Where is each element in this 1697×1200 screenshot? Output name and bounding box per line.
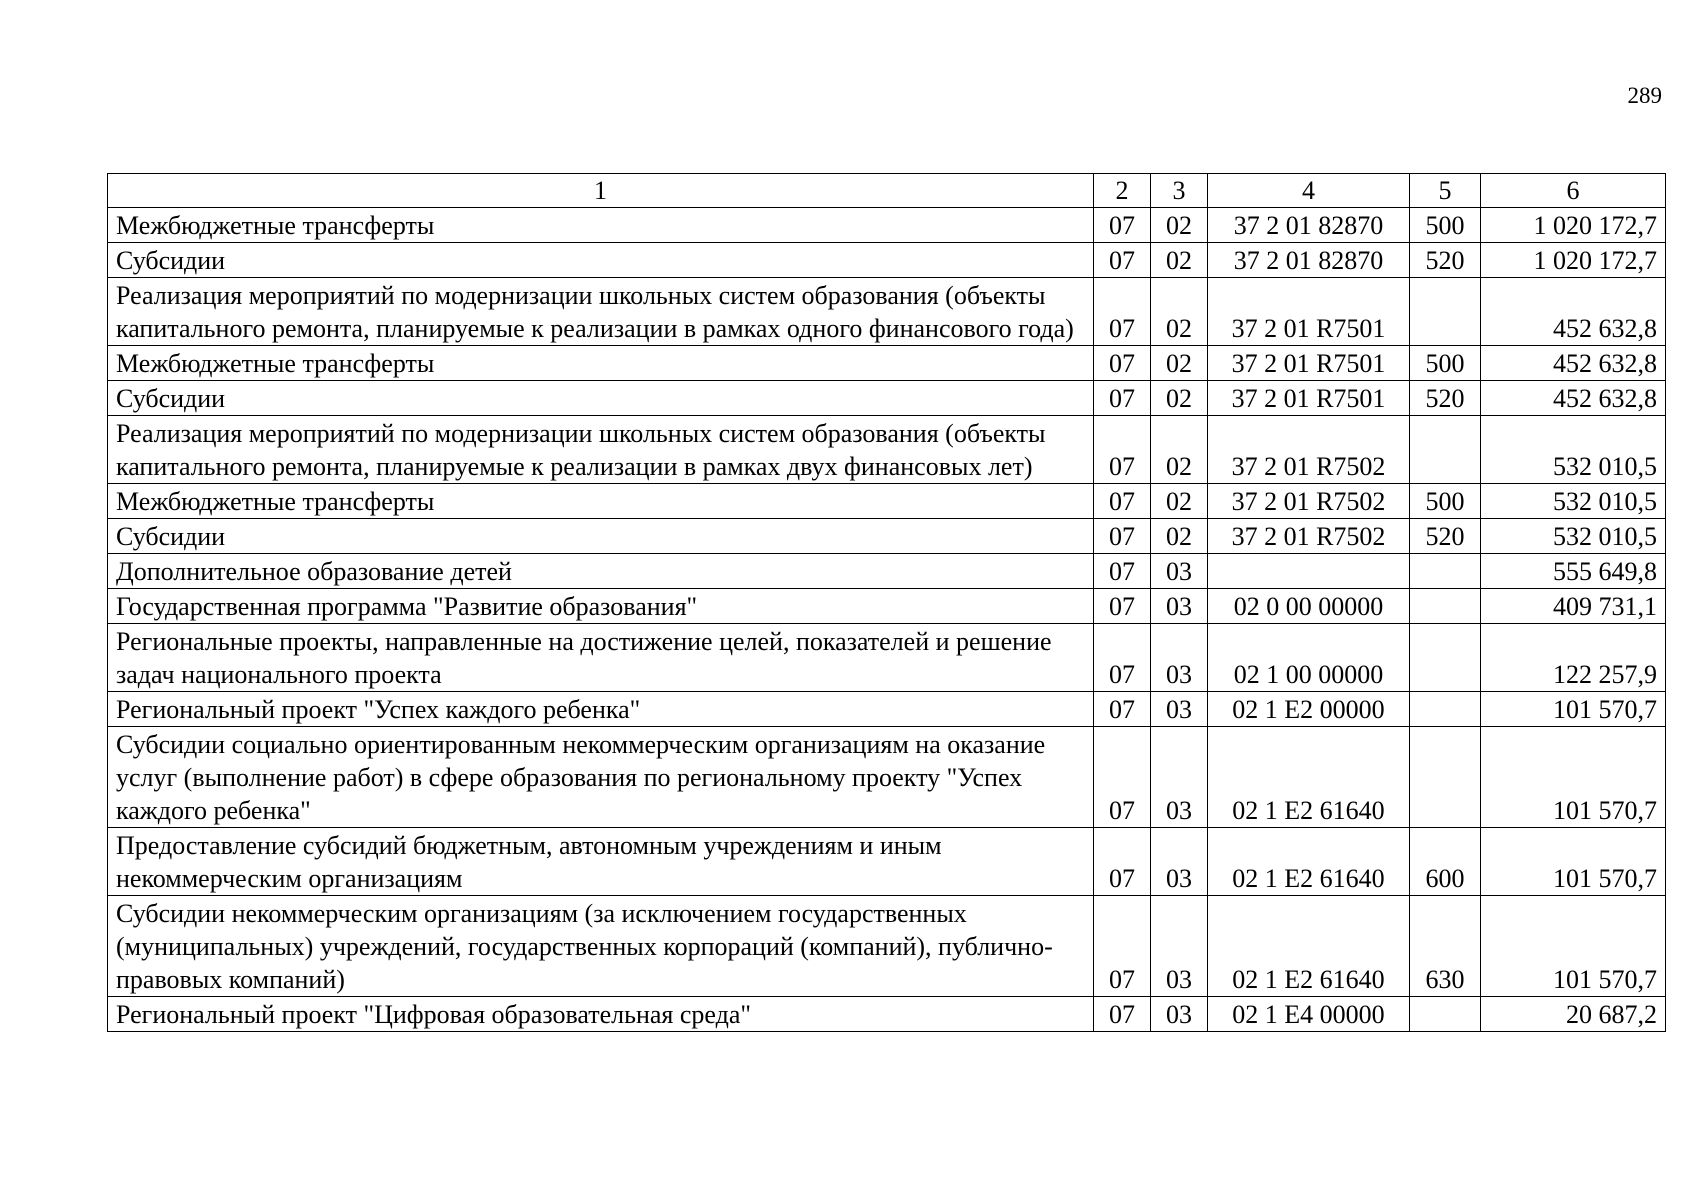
subsection-code-cell: 02	[1151, 484, 1208, 519]
row-name-cell: Субсидии некоммерческим организациям (за исключением государственных (муниципальных) учреждений, государственных корпораций (компаний), публично-правовых компаний)	[108, 896, 1094, 997]
column-header: 1	[108, 174, 1094, 208]
amount-cell: 101 570,7	[1481, 828, 1666, 896]
table-row	[108, 208, 1666, 243]
amount-cell: 532 010,5	[1481, 416, 1666, 484]
row-name-cell: Государственная программа "Развитие образования"	[108, 589, 1094, 624]
subsection-code-cell: 02	[1151, 416, 1208, 484]
table-row	[108, 346, 1666, 381]
section-code-cell: 07	[1094, 416, 1151, 484]
subsection-code-cell: 02	[1151, 519, 1208, 554]
expense-type-cell: 600	[1410, 828, 1481, 896]
target-article-cell: 02 1 00 00000	[1208, 624, 1410, 692]
budget-table	[107, 173, 1666, 1032]
subsection-code-cell: 03	[1151, 589, 1208, 624]
target-article-cell: 37 2 01 R7501	[1208, 381, 1410, 416]
section-code-cell: 07	[1094, 381, 1151, 416]
expense-type-cell: 500	[1410, 484, 1481, 519]
amount-cell: 452 632,8	[1481, 346, 1666, 381]
row-name-cell: Реализация мероприятий по модернизации школьных систем образования (объекты капитального ремонта, планируемые к реализации в рамках двух финансовых лет)	[108, 416, 1094, 484]
expense-type-cell	[1410, 589, 1481, 624]
table-row	[108, 828, 1666, 896]
subsection-code-cell: 03	[1151, 692, 1208, 727]
target-article-cell: 02 1 E2 61640	[1208, 727, 1410, 828]
column-header: 5	[1410, 174, 1481, 208]
target-article-cell: 37 2 01 R7501	[1208, 346, 1410, 381]
expense-type-cell: 520	[1410, 381, 1481, 416]
table-row	[108, 243, 1666, 278]
subsection-code-cell: 03	[1151, 727, 1208, 828]
table-row	[108, 381, 1666, 416]
expense-type-cell	[1410, 554, 1481, 589]
subsection-code-cell: 02	[1151, 346, 1208, 381]
row-name-cell: Межбюджетные трансферты	[108, 208, 1094, 243]
amount-cell: 409 731,1	[1481, 589, 1666, 624]
table-row	[108, 519, 1666, 554]
table-row	[108, 896, 1666, 997]
expense-type-cell	[1410, 692, 1481, 727]
section-code-cell: 07	[1094, 346, 1151, 381]
row-name-cell: Субсидии	[108, 243, 1094, 278]
row-name-cell: Региональный проект "Цифровая образовательная среда"	[108, 997, 1094, 1032]
column-header: 2	[1094, 174, 1151, 208]
row-name-cell: Субсидии социально ориентированным некоммерческим организациям на оказание услуг (выполнение работ) в сфере образования по региональному проекту "Успех каждого ребенка"	[108, 727, 1094, 828]
amount-cell: 555 649,8	[1481, 554, 1666, 589]
expense-type-cell: 500	[1410, 346, 1481, 381]
row-name-cell: Предоставление субсидий бюджетным, автономным учреждениям и иным некоммерческим организациям	[108, 828, 1094, 896]
table-row	[108, 589, 1666, 624]
amount-cell: 101 570,7	[1481, 896, 1666, 997]
row-name-cell: Дополнительное образование детей	[108, 554, 1094, 589]
target-article-cell	[1208, 554, 1410, 589]
expense-type-cell	[1410, 997, 1481, 1032]
table-row	[108, 416, 1666, 484]
section-code-cell: 07	[1094, 589, 1151, 624]
table-row	[108, 692, 1666, 727]
target-article-cell: 37 2 01 R7502	[1208, 416, 1410, 484]
expense-type-cell: 630	[1410, 896, 1481, 997]
row-name-cell: Субсидии	[108, 519, 1094, 554]
column-header: 4	[1208, 174, 1410, 208]
target-article-cell: 02 1 E4 00000	[1208, 997, 1410, 1032]
table-row	[108, 278, 1666, 346]
amount-cell: 20 687,2	[1481, 997, 1666, 1032]
section-code-cell: 07	[1094, 243, 1151, 278]
section-code-cell: 07	[1094, 727, 1151, 828]
amount-cell: 1 020 172,7	[1481, 208, 1666, 243]
table-header-row	[108, 174, 1666, 208]
column-header: 3	[1151, 174, 1208, 208]
expense-type-cell	[1410, 727, 1481, 828]
expense-type-cell	[1410, 416, 1481, 484]
amount-cell: 122 257,9	[1481, 624, 1666, 692]
section-code-cell: 07	[1094, 278, 1151, 346]
section-code-cell: 07	[1094, 828, 1151, 896]
target-article-cell: 37 2 01 82870	[1208, 243, 1410, 278]
subsection-code-cell: 02	[1151, 381, 1208, 416]
section-code-cell: 07	[1094, 554, 1151, 589]
table-row	[108, 554, 1666, 589]
section-code-cell: 07	[1094, 484, 1151, 519]
target-article-cell: 37 2 01 82870	[1208, 208, 1410, 243]
table-row	[108, 624, 1666, 692]
subsection-code-cell: 03	[1151, 554, 1208, 589]
page-number: 289	[1627, 83, 1662, 108]
target-article-cell: 02 1 E2 61640	[1208, 828, 1410, 896]
column-header: 6	[1481, 174, 1666, 208]
target-article-cell: 02 1 E2 00000	[1208, 692, 1410, 727]
row-name-cell: Межбюджетные трансферты	[108, 346, 1094, 381]
amount-cell: 101 570,7	[1481, 727, 1666, 828]
target-article-cell: 37 2 01 R7502	[1208, 519, 1410, 554]
expense-type-cell: 500	[1410, 208, 1481, 243]
amount-cell: 452 632,8	[1481, 278, 1666, 346]
expense-type-cell	[1410, 278, 1481, 346]
table-row	[108, 484, 1666, 519]
amount-cell: 1 020 172,7	[1481, 243, 1666, 278]
section-code-cell: 07	[1094, 896, 1151, 997]
subsection-code-cell: 02	[1151, 208, 1208, 243]
target-article-cell: 37 2 01 R7502	[1208, 484, 1410, 519]
target-article-cell: 02 0 00 00000	[1208, 589, 1410, 624]
target-article-cell: 02 1 E2 61640	[1208, 896, 1410, 997]
subsection-code-cell: 03	[1151, 896, 1208, 997]
subsection-code-cell: 02	[1151, 278, 1208, 346]
expense-type-cell: 520	[1410, 519, 1481, 554]
table-row	[108, 997, 1666, 1032]
table-row	[108, 727, 1666, 828]
amount-cell: 452 632,8	[1481, 381, 1666, 416]
section-code-cell: 07	[1094, 624, 1151, 692]
target-article-cell: 37 2 01 R7501	[1208, 278, 1410, 346]
expense-type-cell	[1410, 624, 1481, 692]
row-name-cell: Субсидии	[108, 381, 1094, 416]
amount-cell: 532 010,5	[1481, 484, 1666, 519]
section-code-cell: 07	[1094, 519, 1151, 554]
section-code-cell: 07	[1094, 997, 1151, 1032]
amount-cell: 532 010,5	[1481, 519, 1666, 554]
subsection-code-cell: 03	[1151, 828, 1208, 896]
row-name-cell: Реализация мероприятий по модернизации школьных систем образования (объекты капитального ремонта, планируемые к реализации в рамках одного финансового года)	[108, 278, 1094, 346]
section-code-cell: 07	[1094, 208, 1151, 243]
expense-type-cell: 520	[1410, 243, 1481, 278]
section-code-cell: 07	[1094, 692, 1151, 727]
row-name-cell: Региональный проект "Успех каждого ребенка"	[108, 692, 1094, 727]
subsection-code-cell: 03	[1151, 997, 1208, 1032]
row-name-cell: Региональные проекты, направленные на достижение целей, показателей и решение задач национального проекта	[108, 624, 1094, 692]
row-name-cell: Межбюджетные трансферты	[108, 484, 1094, 519]
amount-cell: 101 570,7	[1481, 692, 1666, 727]
subsection-code-cell: 02	[1151, 243, 1208, 278]
subsection-code-cell: 03	[1151, 624, 1208, 692]
